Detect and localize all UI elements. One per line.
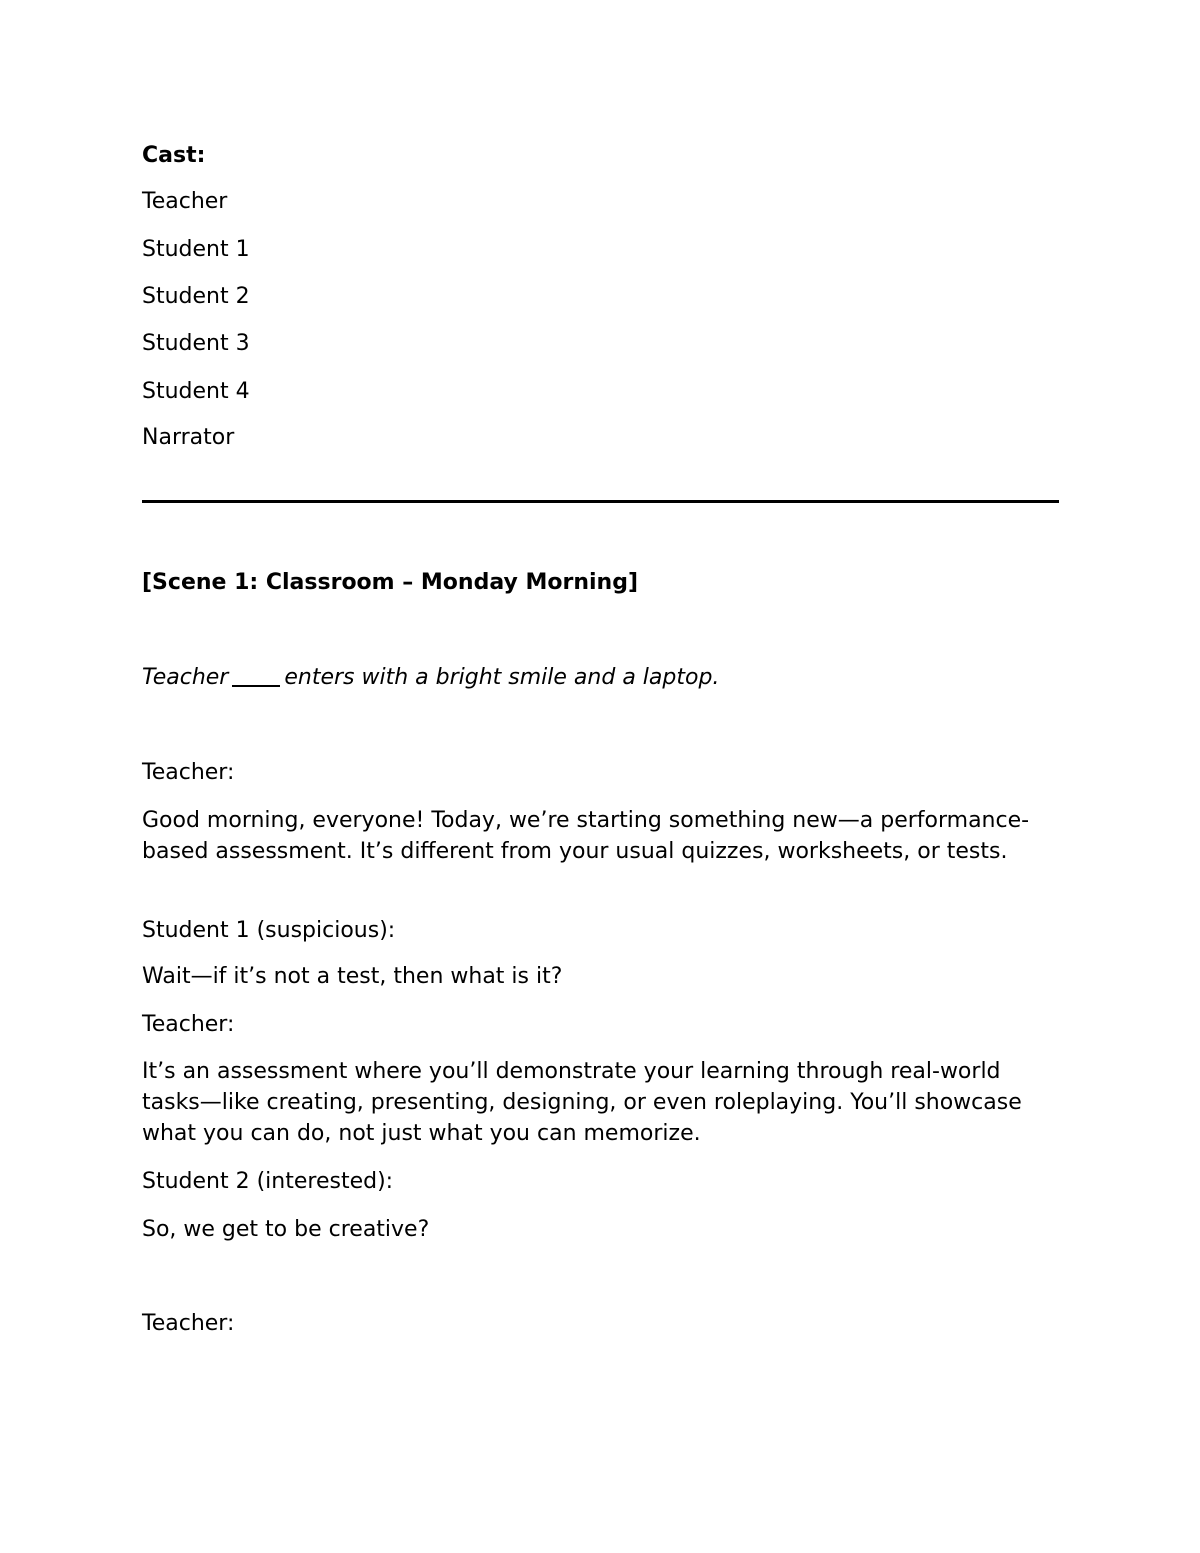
dialogue-line: Wait—if it’s not a test, then what is it? (142, 964, 563, 989)
cast-member: Student 3 (142, 331, 250, 356)
cast-member: Student 2 (142, 284, 250, 309)
cast-heading: Cast: (142, 143, 206, 168)
cast-member: Narrator (142, 425, 235, 450)
speaker-label: Student 1 (suspicious): (142, 918, 396, 943)
stage-direction-start: Teacher (142, 665, 229, 690)
speaker-label: Teacher: (142, 1012, 235, 1037)
speaker-label: Teacher: (142, 1311, 235, 1336)
dialogue-line: So, we get to be creative? (142, 1217, 430, 1242)
dialogue-line: Good morning, everyone! Today, we’re starting something new—a performance-based assessment. It’s different from your usual quizzes, worksheets, or tests. (142, 808, 1030, 864)
cast-member: Student 4 (142, 379, 250, 404)
dialogue-line: It’s an assessment where you’ll demonstrate your learning through real-world tasks—like creating, presenting, designing, or even roleplaying. You’ll showcase what you can do, not just what you can memorize. (142, 1059, 1022, 1146)
stage-direction (142, 662, 719, 693)
stage-direction-end: enters with a bright smile and a laptop. (284, 665, 720, 690)
horizontal-divider (142, 500, 1059, 503)
speaker-label: Student 2 (interested): (142, 1169, 394, 1194)
blank-line (232, 685, 280, 687)
speaker-label: Teacher: (142, 760, 235, 785)
cast-member: Student 1 (142, 237, 250, 262)
scene-heading: [Scene 1: Classroom – Monday Morning] (142, 570, 639, 595)
cast-member: Teacher (142, 189, 228, 214)
